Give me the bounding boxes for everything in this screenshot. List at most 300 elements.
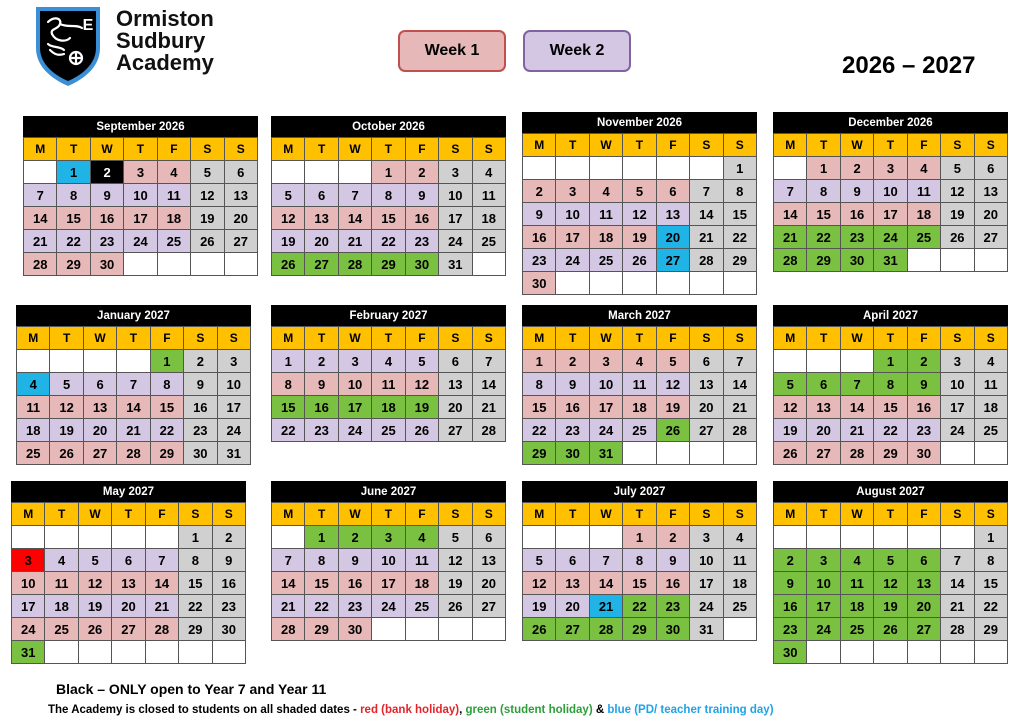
day-cell: 11 [723, 549, 756, 572]
day-cell: 28 [24, 253, 57, 276]
day-cell: 6 [305, 184, 338, 207]
academic-year-title: 2026 – 2027 [842, 52, 976, 79]
weekday-header: T [623, 134, 656, 157]
day-cell: 8 [623, 549, 656, 572]
empty-day-cell [112, 641, 145, 664]
week-row [523, 373, 757, 396]
day-cell: 8 [523, 373, 556, 396]
weekday-header: F [405, 503, 438, 526]
empty-day-cell [272, 161, 305, 184]
day-cell: 27 [907, 618, 940, 641]
day-cell: 27 [472, 595, 505, 618]
day-cell: 24 [941, 419, 974, 442]
week-row [774, 419, 1008, 442]
weekday-header: S [439, 503, 472, 526]
month-title: May 2027 [11, 481, 246, 502]
day-cell: 19 [874, 595, 907, 618]
day-cell: 12 [941, 180, 974, 203]
day-cell: 15 [150, 396, 183, 419]
weekday-header: M [17, 327, 50, 350]
day-cell: 13 [656, 203, 689, 226]
week-row [523, 419, 757, 442]
day-cell: 18 [157, 207, 190, 230]
empty-day-cell [974, 641, 1007, 664]
day-cell: 17 [874, 203, 907, 226]
day-cell: 27 [112, 618, 145, 641]
day-cell: 7 [272, 549, 305, 572]
day-cell: 16 [184, 396, 217, 419]
weekday-header: F [656, 327, 689, 350]
week-row [774, 249, 1008, 272]
day-cell: 23 [774, 618, 807, 641]
day-cell: 5 [272, 184, 305, 207]
day-cell: 21 [840, 419, 873, 442]
day-cell: 19 [78, 595, 111, 618]
day-cell: 21 [774, 226, 807, 249]
empty-day-cell [941, 442, 974, 465]
day-cell: 22 [807, 226, 840, 249]
day-cell: 16 [338, 572, 371, 595]
day-cell: 13 [472, 549, 505, 572]
day-cell: 23 [656, 595, 689, 618]
day-cell: 3 [124, 161, 157, 184]
day-cell: 13 [439, 373, 472, 396]
day-cell: 6 [472, 526, 505, 549]
month-table [271, 502, 506, 641]
day-cell: 5 [623, 180, 656, 203]
weekday-header: S [184, 327, 217, 350]
day-cell: 21 [338, 230, 371, 253]
day-cell: 3 [589, 350, 622, 373]
day-cell: 27 [224, 230, 257, 253]
day-cell: 14 [840, 396, 873, 419]
day-cell: 24 [439, 230, 472, 253]
day-cell: 11 [589, 203, 622, 226]
weekday-header: S [690, 327, 723, 350]
day-cell: 21 [24, 230, 57, 253]
day-cell: 20 [556, 595, 589, 618]
day-cell: 19 [623, 226, 656, 249]
weekday-header: T [623, 503, 656, 526]
day-cell: 13 [907, 572, 940, 595]
weekday-header-row [523, 327, 757, 350]
day-cell: 5 [78, 549, 111, 572]
empty-day-cell [690, 272, 723, 295]
empty-day-cell [840, 641, 873, 664]
empty-day-cell [723, 272, 756, 295]
day-cell: 31 [217, 442, 250, 465]
day-cell: 10 [124, 184, 157, 207]
day-cell: 2 [405, 161, 438, 184]
day-cell: 22 [150, 419, 183, 442]
day-cell: 5 [774, 373, 807, 396]
week-row [523, 226, 757, 249]
month-table [522, 502, 757, 641]
empty-day-cell [556, 157, 589, 180]
day-cell: 11 [157, 184, 190, 207]
day-cell: 11 [974, 373, 1007, 396]
day-cell: 19 [941, 203, 974, 226]
week-2-key: Week 2 [523, 30, 631, 72]
empty-day-cell [191, 253, 224, 276]
academy-crest-logo [30, 4, 106, 88]
weekday-header: T [874, 327, 907, 350]
month-table [11, 502, 246, 664]
day-cell: 4 [623, 350, 656, 373]
day-cell: 22 [874, 419, 907, 442]
day-cell: 24 [217, 419, 250, 442]
weekday-header: T [112, 503, 145, 526]
day-cell: 21 [723, 396, 756, 419]
weekday-header: T [623, 327, 656, 350]
weekday-header: T [372, 138, 405, 161]
month-march-2027 [522, 305, 757, 465]
day-cell: 23 [556, 419, 589, 442]
day-cell: 22 [623, 595, 656, 618]
empty-day-cell [840, 350, 873, 373]
legend-black-note: Black – ONLY open to Year 7 and Year 11 [56, 681, 327, 697]
day-cell: 24 [124, 230, 157, 253]
day-cell: 15 [372, 207, 405, 230]
day-cell: 21 [941, 595, 974, 618]
week-row [272, 184, 506, 207]
day-cell: 3 [807, 549, 840, 572]
day-cell: 2 [338, 526, 371, 549]
day-cell: 11 [472, 184, 505, 207]
school-name-line-2: Sudbury [116, 28, 206, 53]
day-cell: 7 [690, 180, 723, 203]
day-cell: 7 [774, 180, 807, 203]
day-cell: 3 [439, 161, 472, 184]
day-cell: 30 [774, 641, 807, 664]
day-cell: 5 [656, 350, 689, 373]
week-row [12, 572, 246, 595]
day-cell: 12 [523, 572, 556, 595]
day-cell: 1 [272, 350, 305, 373]
day-cell: 16 [656, 572, 689, 595]
weekday-header: T [50, 327, 83, 350]
month-title: August 2027 [773, 481, 1008, 502]
weekday-header: W [78, 503, 111, 526]
weekday-header-row [774, 134, 1008, 157]
day-cell: 31 [874, 249, 907, 272]
empty-day-cell [12, 526, 45, 549]
week-row [272, 207, 506, 230]
day-cell: 17 [807, 595, 840, 618]
empty-day-cell [305, 161, 338, 184]
day-cell: 28 [272, 618, 305, 641]
day-cell: 15 [57, 207, 90, 230]
weekday-header: F [656, 134, 689, 157]
weekday-header: T [556, 327, 589, 350]
week-row [12, 526, 246, 549]
week-row [272, 595, 506, 618]
week-row [774, 226, 1008, 249]
day-cell: 25 [840, 618, 873, 641]
day-cell: 5 [191, 161, 224, 184]
day-cell: 30 [212, 618, 245, 641]
empty-day-cell [589, 272, 622, 295]
day-cell: 10 [690, 549, 723, 572]
day-cell: 21 [117, 419, 150, 442]
day-cell: 7 [589, 549, 622, 572]
week-row [17, 396, 251, 419]
week-row [774, 396, 1008, 419]
empty-day-cell [17, 350, 50, 373]
weekday-header: S [974, 134, 1007, 157]
week-row [24, 230, 258, 253]
day-cell: 8 [150, 373, 183, 396]
day-cell: 23 [90, 230, 123, 253]
day-cell: 11 [372, 373, 405, 396]
day-cell: 5 [941, 157, 974, 180]
empty-day-cell [623, 442, 656, 465]
day-cell: 28 [723, 419, 756, 442]
week-row [523, 618, 757, 641]
school-name [116, 8, 214, 74]
day-cell: 26 [439, 595, 472, 618]
weekday-header: S [217, 327, 250, 350]
empty-day-cell [723, 442, 756, 465]
day-cell: 16 [212, 572, 245, 595]
weekday-header: S [941, 134, 974, 157]
empty-day-cell [907, 249, 940, 272]
day-cell: 1 [807, 157, 840, 180]
empty-day-cell [656, 442, 689, 465]
day-cell: 10 [217, 373, 250, 396]
day-cell: 30 [840, 249, 873, 272]
day-cell: 3 [338, 350, 371, 373]
weekday-header: S [974, 327, 1007, 350]
day-cell: 8 [807, 180, 840, 203]
month-july-2027 [522, 481, 757, 641]
day-cell: 21 [272, 595, 305, 618]
day-cell: 2 [305, 350, 338, 373]
month-june-2027 [271, 481, 506, 641]
day-cell: 3 [372, 526, 405, 549]
day-cell: 4 [840, 549, 873, 572]
weekday-header: T [305, 138, 338, 161]
day-cell: 11 [840, 572, 873, 595]
weekday-header: S [723, 327, 756, 350]
day-cell: 24 [372, 595, 405, 618]
day-cell: 29 [179, 618, 212, 641]
day-cell: 9 [656, 549, 689, 572]
legend-blue-training-day: blue (PD/ teacher training day) [607, 704, 774, 716]
day-cell: 5 [874, 549, 907, 572]
empty-day-cell [807, 641, 840, 664]
weekday-header: T [305, 327, 338, 350]
day-cell: 12 [272, 207, 305, 230]
weekday-header: W [840, 134, 873, 157]
week-row [774, 641, 1008, 664]
day-cell: 25 [907, 226, 940, 249]
day-cell: 10 [12, 572, 45, 595]
day-cell: 6 [112, 549, 145, 572]
day-cell: 14 [690, 203, 723, 226]
day-cell: 29 [623, 618, 656, 641]
weekday-header: W [83, 327, 116, 350]
weekday-header: T [874, 503, 907, 526]
day-cell: 23 [907, 419, 940, 442]
day-cell: 6 [439, 350, 472, 373]
day-cell: 24 [338, 419, 371, 442]
weekday-header-row [774, 327, 1008, 350]
weekday-header: W [840, 503, 873, 526]
day-cell: 12 [623, 203, 656, 226]
day-cell: 24 [12, 618, 45, 641]
day-cell: 3 [874, 157, 907, 180]
week-1-key: Week 1 [398, 30, 506, 72]
day-cell: 2 [774, 549, 807, 572]
day-cell: 1 [523, 350, 556, 373]
empty-day-cell [472, 253, 505, 276]
week-row [272, 396, 506, 419]
weekday-header-row [272, 503, 506, 526]
empty-day-cell [212, 641, 245, 664]
month-title: July 2027 [522, 481, 757, 502]
day-cell: 24 [690, 595, 723, 618]
day-cell: 24 [589, 419, 622, 442]
day-cell: 1 [150, 350, 183, 373]
day-cell: 14 [117, 396, 150, 419]
month-title: March 2027 [522, 305, 757, 326]
day-cell: 26 [78, 618, 111, 641]
week-row [272, 230, 506, 253]
day-cell: 4 [157, 161, 190, 184]
month-april-2027 [773, 305, 1008, 465]
week-row [272, 618, 506, 641]
day-cell: 8 [272, 373, 305, 396]
day-cell: 7 [145, 549, 178, 572]
month-may-2027 [11, 481, 246, 664]
school-name-line-3: Academy [116, 50, 214, 75]
day-cell: 28 [589, 618, 622, 641]
month-september-2026 [23, 116, 258, 276]
day-cell: 16 [556, 396, 589, 419]
day-cell: 17 [124, 207, 157, 230]
day-cell: 28 [472, 419, 505, 442]
day-cell: 29 [974, 618, 1007, 641]
month-december-2026 [773, 112, 1008, 272]
empty-day-cell [78, 641, 111, 664]
empty-day-cell [179, 641, 212, 664]
legend-separator-2: & [592, 704, 608, 716]
day-cell: 20 [807, 419, 840, 442]
legend-prefix: The Academy is closed to students on all shaded dates - [48, 704, 361, 716]
empty-day-cell [723, 618, 756, 641]
day-cell: 15 [305, 572, 338, 595]
day-cell: 18 [472, 207, 505, 230]
month-august-2027 [773, 481, 1008, 664]
day-cell: 14 [723, 373, 756, 396]
weekday-header: S [439, 138, 472, 161]
day-cell: 20 [656, 226, 689, 249]
day-cell: 3 [941, 350, 974, 373]
day-cell: 27 [305, 253, 338, 276]
day-cell: 12 [191, 184, 224, 207]
day-cell: 4 [472, 161, 505, 184]
day-cell: 25 [472, 230, 505, 253]
empty-day-cell [690, 442, 723, 465]
empty-day-cell [472, 618, 505, 641]
day-cell: 29 [723, 249, 756, 272]
legend-green-student-holiday: green (student holiday) [465, 704, 593, 716]
week-row [523, 595, 757, 618]
day-cell: 16 [774, 595, 807, 618]
empty-day-cell [774, 526, 807, 549]
day-cell: 21 [472, 396, 505, 419]
day-cell: 11 [17, 396, 50, 419]
weekday-header: T [807, 503, 840, 526]
day-cell: 24 [807, 618, 840, 641]
day-cell: 9 [840, 180, 873, 203]
month-table [271, 137, 506, 276]
empty-day-cell [338, 161, 371, 184]
day-cell: 6 [690, 350, 723, 373]
week-row [523, 249, 757, 272]
day-cell: 28 [117, 442, 150, 465]
day-cell: 22 [272, 419, 305, 442]
weekday-header: M [774, 327, 807, 350]
week-row [774, 350, 1008, 373]
day-cell: 12 [656, 373, 689, 396]
day-cell: 5 [439, 526, 472, 549]
day-cell: 27 [83, 442, 116, 465]
empty-day-cell [974, 249, 1007, 272]
empty-day-cell [623, 157, 656, 180]
empty-day-cell [589, 526, 622, 549]
day-cell: 30 [338, 618, 371, 641]
day-cell: 10 [941, 373, 974, 396]
weekday-header: S [191, 138, 224, 161]
month-title: November 2026 [522, 112, 757, 133]
day-cell: 19 [405, 396, 438, 419]
weekday-header: W [589, 327, 622, 350]
empty-day-cell [556, 272, 589, 295]
weekday-header: F [157, 138, 190, 161]
day-cell: 17 [690, 572, 723, 595]
day-cell: 20 [907, 595, 940, 618]
day-cell: 26 [523, 618, 556, 641]
day-cell: 18 [840, 595, 873, 618]
day-cell: 13 [224, 184, 257, 207]
week-row [774, 595, 1008, 618]
day-cell: 26 [874, 618, 907, 641]
weekday-header: W [589, 503, 622, 526]
day-cell: 20 [112, 595, 145, 618]
day-cell: 6 [83, 373, 116, 396]
empty-day-cell [50, 350, 83, 373]
day-cell: 20 [439, 396, 472, 419]
week-row [12, 618, 246, 641]
week-row [272, 253, 506, 276]
weekday-header: S [472, 503, 505, 526]
day-cell: 3 [217, 350, 250, 373]
month-title: April 2027 [773, 305, 1008, 326]
month-january-2027 [16, 305, 251, 465]
day-cell: 2 [90, 161, 123, 184]
day-cell: 7 [472, 350, 505, 373]
week-row [523, 442, 757, 465]
school-name-line-1: Ormiston [116, 6, 214, 31]
day-cell: 13 [556, 572, 589, 595]
day-cell: 4 [17, 373, 50, 396]
weekday-header: F [150, 327, 183, 350]
day-cell: 7 [941, 549, 974, 572]
week-row [523, 180, 757, 203]
day-cell: 7 [840, 373, 873, 396]
